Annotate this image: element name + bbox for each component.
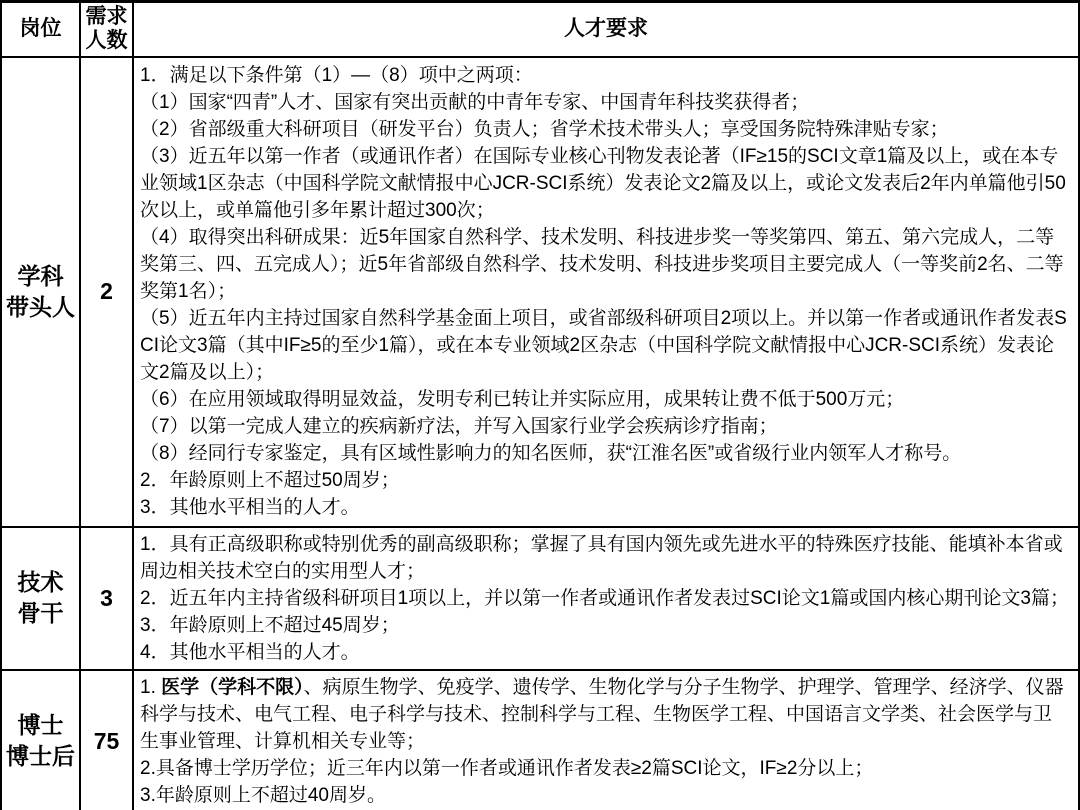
majors-prefix: 1. (140, 676, 162, 698)
header-position-label: 岗位 (19, 17, 62, 41)
requirement-paragraph: 2.具备博士学历学位；近三年内以第一作者或通讯作者发表≥2篇SCI论文，IF≥2分以上； (140, 757, 874, 779)
requirement-paragraph: （2）省部级重大科研项目（研发平台）负责人；省学术技术带头人；享受国务院特殊津贴专家； (140, 119, 949, 140)
requirement-paragraph: （7）以第一完成人建立的疾病新疗法，并写入国家行业学会疾病诊疗指南； (140, 416, 778, 437)
table-row-technical-backbone (1, 527, 1079, 670)
requirements-cell-phd-postdoc (133, 670, 1079, 810)
position-cell-discipline-leader (1, 57, 80, 527)
header-headcount-label-line1: 需求 (85, 5, 128, 29)
position-label-line2: 带头人 (6, 293, 75, 320)
requirement-paragraph: （6）在应用领域取得明显效益，发明专利已转让并实际应用，成果转让费不低于500万元； (140, 389, 905, 410)
requirement-paragraph-majors (140, 674, 1070, 755)
position-label-line1: 博士 (17, 712, 64, 738)
requirement-paragraph: （8）经同行专家鉴定，具有区域性影响力的知名医师，获“江淮名医”或省级行业内领军人才称号。 (140, 443, 962, 464)
requirement-paragraph: 2．近五年内主持省级科研项目1项以上，并以第一作者或通讯作者发表过SCI论文1篇或国内核心期刊论文3篇； (140, 587, 1069, 609)
header-requirements-label: 人才要求 (564, 17, 648, 41)
requirements-cell-discipline-leader (133, 57, 1079, 527)
table-row-discipline-leader (1, 57, 1079, 527)
table-row-phd-postdoc (1, 670, 1079, 810)
header-cell-position (1, 2, 80, 57)
majors-rest: 、病原生物学、免疫学、遗传学、生物化学与分子生物学、护理学、管理学、经济学、仪器科学与技术、电气工程、电子科学与技术、控制科学与工程、生物医学工程、中国语言文学类、社会医学与卫生事业管理、计算机相关专业等； (140, 676, 1064, 752)
headcount-cell: 75 (80, 670, 133, 810)
requirement-paragraph: 1．满足以下条件第（1）—（8）项中之两项： (140, 65, 533, 86)
requirement-paragraph: 2．年龄原则上不超过50周岁； (140, 470, 400, 491)
header-row (1, 2, 1079, 57)
header-headcount-label-line2: 人数 (85, 29, 128, 53)
position-cell-phd-postdoc (1, 670, 80, 810)
position-label-line2: 骨干 (17, 600, 64, 626)
headcount-cell: 3 (80, 527, 133, 670)
requirement-paragraph: 1．具有正高级职称或特别优秀的副高级职称；掌握了具有国内领先或先进水平的特殊医疗技能、能填补本省或周边相关技术空白的实用型人才； (140, 533, 1063, 582)
position-label-line1: 学科 (17, 262, 64, 289)
requirement-paragraph: 3．年龄原则上不超过45周岁； (140, 614, 400, 636)
position-cell-technical-backbone (1, 527, 80, 670)
requirement-paragraph: （1）国家“四青”人才、国家有突出贡献的中青年专家、中国青年科技奖获得者； (140, 92, 810, 113)
header-cell-requirements (133, 2, 1079, 57)
requirement-paragraph: 4．其他水平相当的人才。 (140, 641, 360, 663)
requirement-paragraph: （4）取得突出科研成果：近5年国家自然科学、技术发明、科技进步奖一等奖第四、第五、第六完成人，二等奖第三、四、五完成人）；近5年省部级自然科学、技术发明、科技进步奖项目主要完成人（一等奖前2名、二等奖第1名）； (140, 227, 1064, 302)
header-cell-headcount (80, 2, 133, 57)
requirements-cell-technical-backbone (133, 527, 1079, 670)
requirement-paragraph: 3.年龄原则上不超过40周岁。 (140, 784, 386, 806)
headcount-cell: 2 (80, 57, 133, 527)
position-label-line2: 博士后 (6, 743, 75, 769)
requirement-paragraph: （5）近五年内主持过国家自然科学基金面上项目，或省部级科研项目2项以上。并以第一作者或通讯作者发表SCI论文3篇（其中IF≥5的至少1篇），或在本专业领域2区杂志（中国科学院文献情报中心JCR-SCI系统）发表论文2篇及以上）； (140, 308, 1067, 383)
requirement-paragraph: （3）近五年以第一作者（或通讯作者）在国际专业核心刊物发表论著（IF≥15的SCI文章1篇及以上，或在本专业领域1区杂志（中国科学院文献情报中心JCR-SCI系统）发表论文2篇及以上，或论文发表后2年内单篇他引50次以上，或单篇他引多年累计超过300次； (140, 146, 1066, 221)
majors-bold-segment: 医学（学科不限） (161, 676, 304, 698)
position-label-line1: 技术 (17, 569, 64, 595)
requirement-paragraph: 3．其他水平相当的人才。 (140, 497, 360, 518)
